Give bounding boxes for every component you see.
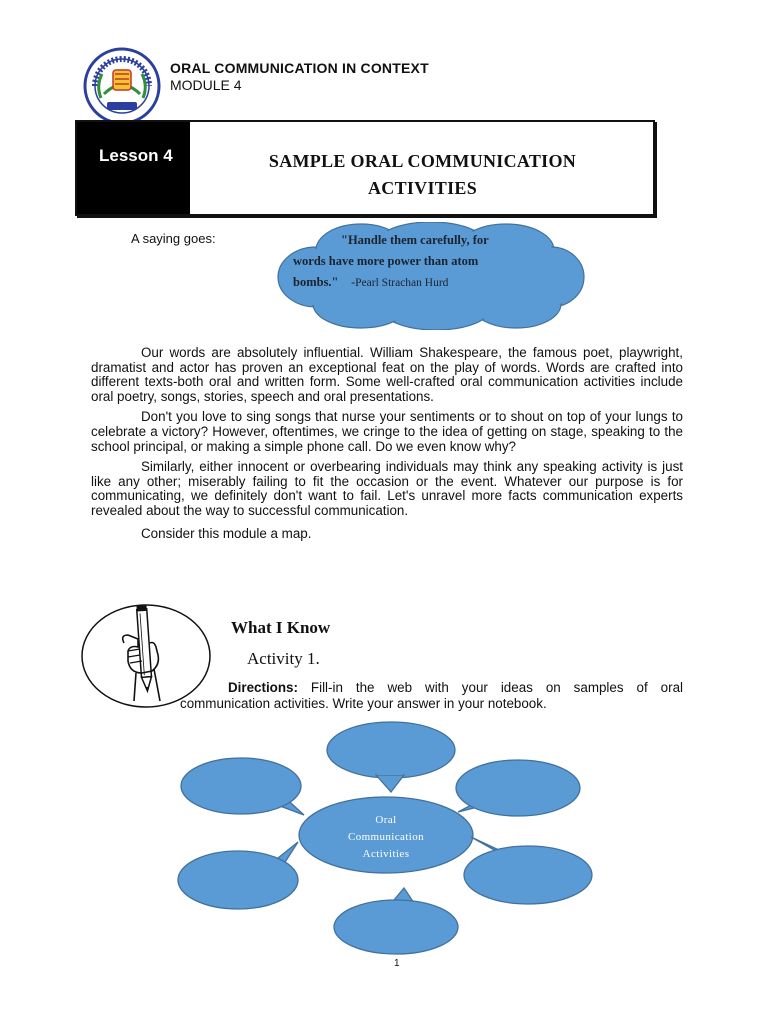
lesson-title-line2: ACTIVITIES [367,178,478,198]
paragraph-1: Our words are absolutely influential. William Shakespeare, the famous poet, playwright, dramatist and actor has proven an exceptional feat on the play of words. Words are crafted into different texts-both oral and written form. Some well-crafted oral communication activities include oral poetry, songs, stories, speech and oral presentations. [91,345,683,404]
web-bubble-upper-right [456,760,580,816]
paragraph-2: Don't you love to sing songs that nurse your sentiments or to shout on top of your lungs to celebrate a victory? However, oftentimes, we cringe to the idea of getting on stage, speaking to the school principal, or making a simple phone call. Do we even know why? [91,409,683,454]
saying-label: A saying goes: [131,231,216,246]
paragraph-3: Similarly, either innocent or overbearing individuals may think any speaking activity is just like any other; miserably failing to fit the occasion or the event. Whatever our purpose is for communicating, we definitely don't want to fail. Let's unravel more facts communication experts revealed about the way to successful communication. [91,459,683,518]
body-text [91,346,683,547]
lesson-number: Lesson 4 [99,146,173,165]
web-center-line1: Oral [375,814,397,826]
quote-dash: - [351,275,356,289]
web-bubble-bottom [334,888,458,954]
web-bubble-top [327,722,455,792]
web-center-line2: Communication [347,831,425,843]
paragraph-4: Consider this module a map. [141,525,312,541]
web-center-label [321,812,451,863]
web-bubble-upper-left [181,758,304,815]
web-center-line3: Activities [362,848,410,860]
quote-part1: "Handle them carefully, for [341,233,489,247]
lesson-tag [77,122,190,214]
web-bubble-lower-left [178,842,298,909]
school-logo [82,46,162,126]
quote-part2: words have more power than atom [293,254,479,268]
what-i-know-heading: What I Know [231,618,331,637]
web-bubble-lower-right [464,837,592,904]
course-title: ORAL COMMUNICATION IN CONTEXT [170,60,429,76]
lesson-title-line1: SAMPLE ORAL COMMUNICATION [268,151,577,171]
directions-body: Fill-in the web with your ideas on samples of oral communication activities. Write your answer in your notebook. [180,680,683,711]
page-number: 1 [394,958,400,969]
quote-part3: bombs." [293,275,339,289]
directions-label: Directions: [228,680,298,695]
directions-text [180,680,683,711]
module-label: MODULE 4 [170,77,242,93]
quote-author: Pearl Strachan Hurd [355,277,449,289]
lesson-title [192,148,653,202]
activity-heading: Activity 1. [247,649,320,668]
quote-text [293,230,569,294]
lesson-header-box [75,120,655,216]
